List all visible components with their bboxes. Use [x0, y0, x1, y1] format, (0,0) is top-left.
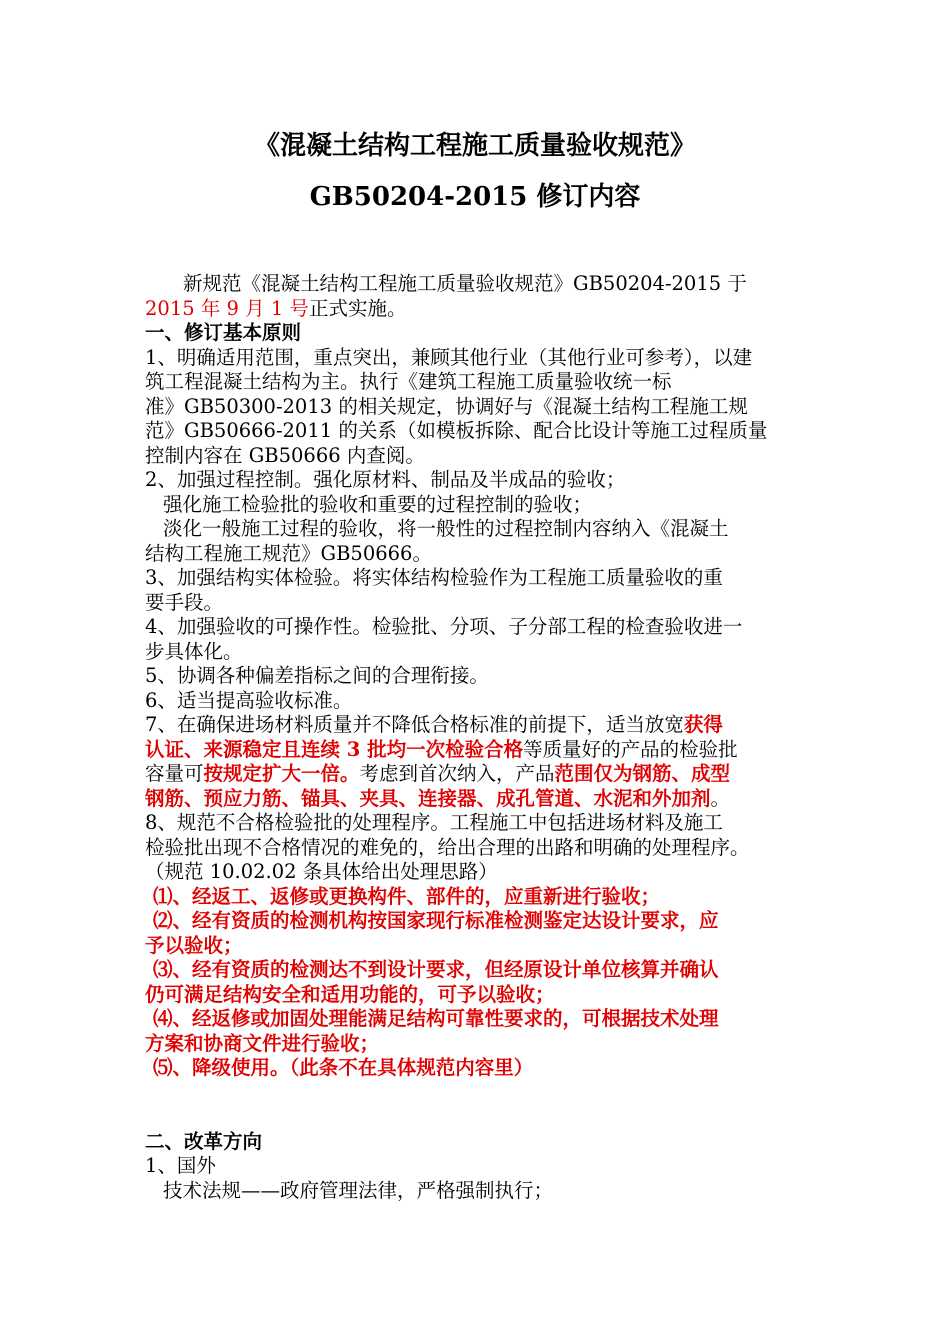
- paragraph-line: 6、适当提高验收标准。: [145, 688, 353, 712]
- paragraph-line: 8、规范不合格检验批的处理程序。工程施工中包括进场材料及施工: [145, 811, 723, 834]
- paragraph-line: 范》GB50666-2011 的关系（如模板拆除、配合比设计等施工过程质量: [145, 419, 768, 442]
- paragraph-line: 控制内容在 GB50666 内查阅。: [145, 443, 425, 467]
- paragraph-line: 要手段。: [145, 590, 224, 614]
- paragraph-line: 步具体化。: [145, 639, 243, 663]
- paragraph-line: 结构工程施工规范》GB50666。: [145, 541, 432, 565]
- paragraph-line: 4、加强验收的可操作性。检验批、分项、子分部工程的检查验收进一: [145, 615, 743, 638]
- paragraph-line: 3、加强结构实体检验。将实体结构检验作为工程施工质量验收的重: [145, 566, 723, 589]
- intro-line: 新规范《混凝土结构工程施工质量验收规范》GB50204-2015 于: [183, 272, 747, 295]
- paragraph-line: 认证、来源稳定且连续 3 批均一次检验合格等质量好的产品的检验批: [145, 737, 738, 761]
- paragraph-line: 筑工程混凝土结构为主。执行《建筑工程施工质量验收统一标: [145, 370, 672, 393]
- paragraph-line: 2、加强过程控制。强化原材料、制品及半成品的验收；: [145, 468, 626, 491]
- paragraph-line: 1、明确适用范围，重点突出，兼顾其他行业（其他行业可参考），以建: [145, 345, 753, 369]
- paragraph-line: （规范 10.02.02 条具体给出处理思路）: [145, 860, 498, 883]
- paragraph-line: 检验批出现不合格情况的难免的，给出合理的出路和明确的处理程序。: [145, 835, 750, 859]
- section-heading: 二、改革方向: [145, 1129, 263, 1153]
- intro-line: 2015 年 9 月 1 号正式实施。: [145, 296, 407, 320]
- document-body: [145, 272, 817, 1203]
- effective-date: 2015 年 9 月 1 号: [145, 296, 309, 320]
- paragraph-line: 强化施工检验批的验收和重要的过程控制的验收；: [163, 492, 593, 516]
- document-title: 《混凝土结构工程施工质量验收规范》: [253, 131, 696, 161]
- procedure-line: 仍可满足结构安全和适用功能的，可予以验收；: [145, 982, 555, 1006]
- spacer: [145, 1081, 817, 1130]
- paragraph-line: 7、在确保进场材料质量并不降低合格标准的前提下，适当放宽获得: [145, 713, 723, 736]
- procedure-line: ⑶、经有资质的检测达不到设计要求，但经原设计单位核算并确认: [153, 958, 719, 981]
- procedure-line: 予以验收；: [145, 933, 243, 957]
- procedure-line: ⑵、经有资质的检测机构按国家现行标准检测鉴定达设计要求，应: [153, 909, 719, 932]
- paragraph-line: 5、协调各种偏差指标之间的合理衔接。: [145, 664, 489, 687]
- paragraph-line: 钢筋、预应力筋、锚具、夹具、连接器、成孔管道、水泥和外加剂。: [145, 786, 731, 810]
- paragraph-line: 技术法规——政府管理法律，严格强制执行；: [163, 1178, 554, 1202]
- paragraph-line: 淡化一般施工过程的验收，将一般性的过程控制内容纳入《混凝土: [163, 517, 729, 540]
- procedure-line: ⑴、经返工、返修或更换构件、部件的，应重新进行验收；: [153, 884, 661, 908]
- paragraph-line: 准》GB50300-2013 的相关规定，协调好与《混凝土结构工程施工规: [145, 394, 748, 418]
- document-subtitle: GB50204-2015 修订内容: [309, 182, 641, 212]
- section-heading: 一、修订基本原则: [145, 321, 302, 344]
- paragraph-line: 容量可按规定扩大一倍。考虑到首次纳入，产品范围仅为钢筋、成型: [145, 762, 731, 785]
- procedure-line: ⑸、降级使用。（此条不在具体规范内容里）: [153, 1056, 534, 1079]
- procedure-line: ⑷、经返修或加固处理能满足结构可靠性要求的，可根据技术处理: [153, 1007, 719, 1030]
- paragraph-line: 1、国外: [145, 1154, 216, 1177]
- procedure-line: 方案和协商文件进行验收；: [145, 1031, 380, 1055]
